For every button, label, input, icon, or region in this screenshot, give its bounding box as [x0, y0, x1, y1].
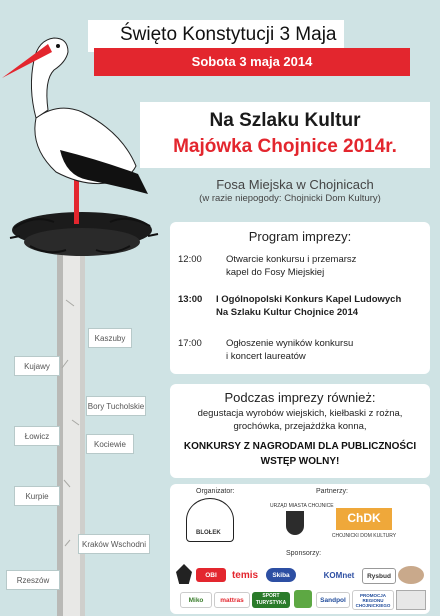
- pole: [57, 250, 85, 616]
- sponsor-logo: Skiba: [266, 568, 296, 582]
- header-date: Sobota 3 maja 2014: [94, 48, 410, 76]
- program-desc-line1: Ogłoszenie wyników konkursu: [226, 338, 354, 349]
- sponsor-logo: Miko: [180, 592, 212, 608]
- sponsor-round-logo: [398, 566, 424, 584]
- program-time: 13:00: [178, 294, 203, 305]
- program-time: 17:00: [178, 338, 202, 349]
- sponsor-logo: Rysbud: [362, 568, 396, 584]
- region-sign: Rzeszów: [6, 570, 60, 590]
- program-desc-line1: Otwarcie konkursu i przemarsz: [226, 254, 357, 265]
- sponsor-logo: SPORT TURYSTYKA: [252, 592, 290, 608]
- also-line2: grochówka, przejażdżka konna,: [233, 421, 367, 432]
- organizer-logo-text: BLOŁEK: [196, 530, 221, 536]
- venue-alt: (w razie niepogody: Chojnicki Dom Kultury): [199, 193, 381, 204]
- sponsors-label: Sponsorzy:: [286, 550, 322, 557]
- program-desc-line1: I Ogólnopolski Konkurs Kapel Ludowych: [216, 294, 402, 305]
- free-entry: WSTĘP WOLNY!: [260, 456, 340, 467]
- region-sign: Kociewie: [86, 434, 134, 454]
- program-desc-line2: i koncert laureatów: [226, 351, 306, 362]
- partner2-name: CHOJNICKI DOM KULTURY: [331, 533, 397, 539]
- partners-label: Partnerzy:: [316, 488, 348, 495]
- city-crest-icon: [286, 511, 304, 535]
- sponsor-logo: mattras: [214, 592, 250, 608]
- region-sign: Kurpie: [14, 486, 60, 506]
- program-item: [170, 254, 430, 280]
- nest: [10, 212, 158, 256]
- program-desc-line2: Na Szlaku Kultur Chojnice 2014: [216, 307, 359, 318]
- sponsor-tile-logo: [294, 590, 312, 608]
- also-heading: Podczas imprezy również:: [224, 390, 376, 405]
- region-sign: Bory Tucholskie: [86, 396, 146, 416]
- region-sign: Kraków Wschodni: [78, 534, 150, 554]
- program-item: [170, 294, 430, 320]
- program-heading: Program imprezy:: [248, 229, 352, 244]
- sponsor-logo: PROMOCJA REGIONU CHOJNICKIEGO: [352, 590, 394, 610]
- sponsor-logo: OBI: [196, 568, 226, 582]
- region-sign: Łowicz: [14, 426, 60, 446]
- header-title: Święto Konstytucji 3 Maja: [120, 24, 337, 45]
- chdk-logo: ChDK: [347, 511, 381, 525]
- sponsor-badge-logo: [396, 590, 426, 610]
- also-line1: degustacja wyrobów wiejskich, kiełbaski z rożna,: [197, 408, 403, 419]
- program-item: [170, 338, 430, 364]
- event-name: Na Szlaku Kultur: [209, 110, 361, 131]
- stork-leg: [74, 178, 79, 224]
- sponsor-logo: KOMnet: [318, 568, 360, 582]
- program-time: 12:00: [178, 254, 202, 265]
- sponsor-logo: Sandpol: [316, 592, 350, 608]
- partner1-name: URZĄD MIASTA CHOJNICE: [270, 503, 334, 509]
- region-sign: Kujawy: [14, 356, 60, 376]
- venue: Fosa Miejska w Chojnicach: [216, 177, 374, 192]
- program-desc-line2: kapel do Fosy Miejskiej: [226, 267, 325, 278]
- region-sign: Kaszuby: [88, 328, 132, 348]
- event-subtitle: Majówka Chojnice 2014r.: [173, 136, 397, 157]
- sponsor-logo: temis: [228, 568, 262, 582]
- contest-cta: KONKURSY Z NAGRODAMI DLA PUBLICZNOŚCI: [183, 441, 417, 452]
- organizer-label: Organizator:: [196, 488, 235, 495]
